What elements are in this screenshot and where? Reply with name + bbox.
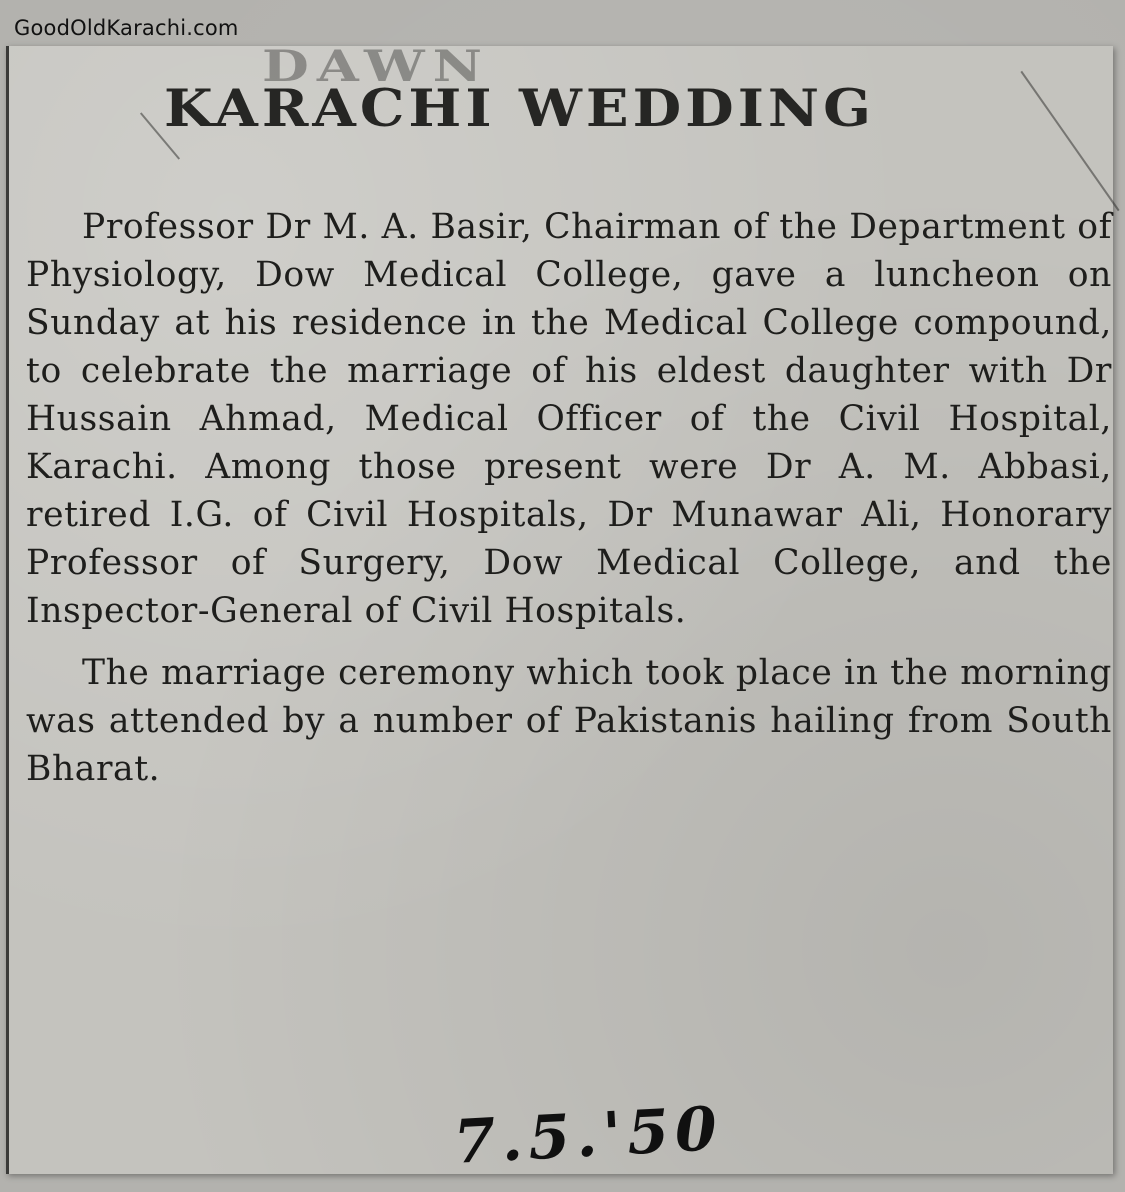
article-paragraph-1: Professor Dr M. A. Basir, Chairman of the Department of Physiology, Dow Medical College, gave a luncheon on Sunday at his residence in the Medical College compound, to celebrate the marriage of his eldest daughter with Dr Hussain Ahmad, Medical Officer of the Civil Hospital, Karachi. Among those present were Dr A. M. Abbasi, retired I.G. of Civil Hospitals, Dr Munawar Ali, Honorary Professor of Surgery, Dow Medical College, and the Inspector-General of Civil Hospitals. [26, 207, 1112, 631]
article-headline: KARACHI WEDDING [164, 78, 875, 139]
handwritten-date: 7.5.'50 [452, 1093, 725, 1178]
article-body [26, 203, 1112, 793]
site-watermark: GoodOldKarachi.com [14, 16, 239, 40]
newspaper-masthead: DAWN [262, 40, 491, 92]
fold-crease [1020, 71, 1119, 211]
article-paragraph-2: The marriage ceremony which took place in the morning was attended by a number of Pakistanis hailing from South Bharat. [26, 653, 1112, 789]
